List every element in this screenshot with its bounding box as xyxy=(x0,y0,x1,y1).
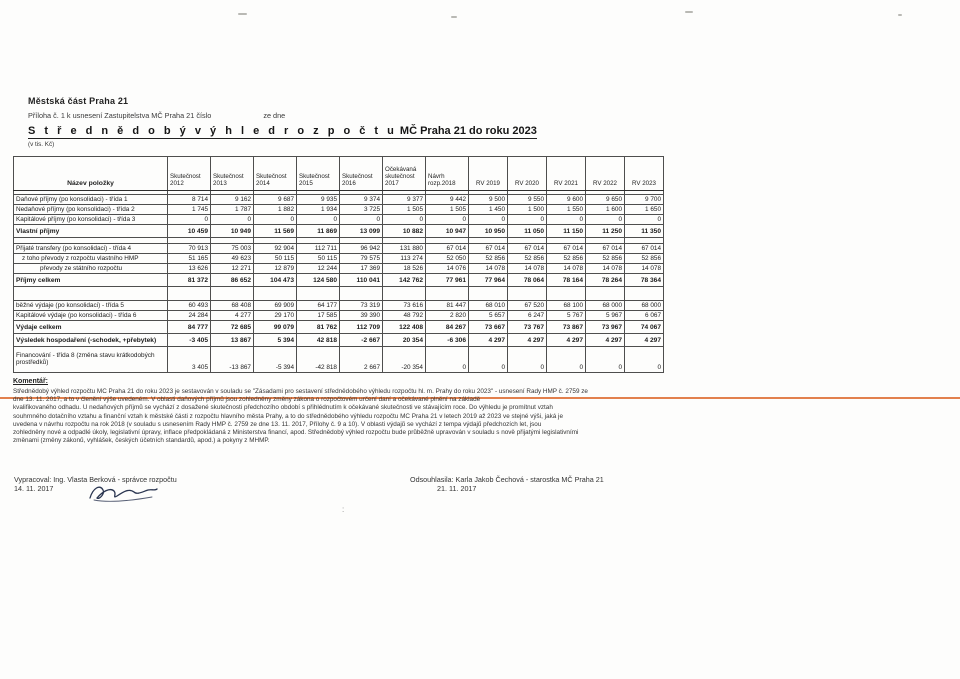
value-cell: 0 xyxy=(469,215,508,225)
value-cell: 9 374 xyxy=(340,195,383,205)
row-label: z toho převody z rozpočtu vlastního HMP xyxy=(14,254,168,264)
value-cell: 42 818 xyxy=(297,334,340,347)
table-row xyxy=(14,311,664,321)
value-cell: -42 818 xyxy=(297,347,340,373)
value-cell: 70 913 xyxy=(168,244,211,254)
scan-artifact xyxy=(451,16,457,18)
column-header: RV 2023 xyxy=(625,157,664,191)
comment-line: kvalifikovaného odhadu. U nedaňových příjmů se vychází z dosažené skutečnosti předchozího období s přihlédnutím k očekávané skutečnosti ve stávajícím roce. Do výhledu je promítnut vztah xyxy=(13,404,553,412)
value-cell: 73 767 xyxy=(508,321,547,334)
value-cell: 14 078 xyxy=(625,264,664,274)
approved-by-label: Odsouhlasila: Karla Jakob Čechová - starostka MČ Praha 21 xyxy=(410,475,604,484)
value-cell: 5 767 xyxy=(547,311,586,321)
value-cell: 1 505 xyxy=(383,205,426,215)
value-cell: 5 657 xyxy=(469,311,508,321)
value-cell: 67 014 xyxy=(625,244,664,254)
value-cell: 6 067 xyxy=(625,311,664,321)
scan-artifact xyxy=(238,13,247,15)
value-cell: 9 550 xyxy=(508,195,547,205)
value-cell: 0 xyxy=(254,215,297,225)
value-cell: 9 650 xyxy=(586,195,625,205)
value-cell: 3 725 xyxy=(340,205,383,215)
row-label: Přijaté transfery (po konsolidaci) - třída 4 xyxy=(14,244,168,254)
row-label: Výdaje celkem xyxy=(14,321,168,334)
approved-date: 21. 11. 2017 xyxy=(437,484,477,493)
comment-line: souhrnného dotačního vztahu a finanční vztah k městské části z rozpočtu hlavního města Prahy, a to do střednědobého výhledu rozpočtu MČ Praha 21 v letech 2019 až 2023 ve stejné výši, jaká je xyxy=(13,412,563,420)
value-cell: 124 580 xyxy=(297,274,340,287)
value-cell: 10 949 xyxy=(211,225,254,238)
value-cell: 12 271 xyxy=(211,264,254,274)
value-cell: 50 115 xyxy=(254,254,297,264)
prepared-by-label: Vypracoval: Ing. Vlasta Berková - správce rozpočtu xyxy=(14,475,177,484)
value-cell: 10 882 xyxy=(383,225,426,238)
column-header: RV 2021 xyxy=(547,157,586,191)
title-spaced-part: S t ř e d n ě d o b ý v ý h l e d r o z p o č t u xyxy=(28,125,397,137)
value-cell: 64 177 xyxy=(297,301,340,311)
prepared-date: 14. 11. 2017 xyxy=(14,484,54,493)
value-cell: 3 405 xyxy=(168,347,211,373)
stray-mark: : xyxy=(342,505,345,514)
value-cell: 0 xyxy=(586,347,625,373)
value-cell: 0 xyxy=(297,215,340,225)
value-cell: 75 003 xyxy=(211,244,254,254)
value-cell: -13 867 xyxy=(211,347,254,373)
value-cell: 2 667 xyxy=(340,347,383,373)
value-cell: 10 947 xyxy=(426,225,469,238)
value-cell: 81 762 xyxy=(297,321,340,334)
value-cell: 112 709 xyxy=(340,321,383,334)
value-cell: 73 319 xyxy=(340,301,383,311)
attachment-line xyxy=(28,111,285,120)
table-row xyxy=(14,225,664,238)
value-cell: 86 652 xyxy=(211,274,254,287)
value-cell: 122 408 xyxy=(383,321,426,334)
value-cell: 20 354 xyxy=(383,334,426,347)
value-cell: 4 297 xyxy=(625,334,664,347)
value-cell: 11 869 xyxy=(297,225,340,238)
value-cell: 9 600 xyxy=(547,195,586,205)
column-header: RV 2022 xyxy=(586,157,625,191)
value-cell: 67 014 xyxy=(547,244,586,254)
attachment-prefix: Příloha č. 1 k usnesení Zastupitelstva MČ Praha 21 číslo xyxy=(28,111,212,120)
table-row xyxy=(14,244,664,254)
row-label: Daňové příjmy (po konsolidaci) - třída 1 xyxy=(14,195,168,205)
value-cell: 73 667 xyxy=(469,321,508,334)
value-cell: 1 600 xyxy=(586,205,625,215)
column-header: RV 2019 xyxy=(469,157,508,191)
value-cell: 73 616 xyxy=(383,301,426,311)
value-cell: 52 856 xyxy=(469,254,508,264)
column-header: Skutečnost 2015 xyxy=(297,157,340,191)
table-row xyxy=(14,334,664,347)
column-header: Skutečnost 2014 xyxy=(254,157,297,191)
value-cell: 74 067 xyxy=(625,321,664,334)
column-header: Skutečnost 2016 xyxy=(340,157,383,191)
value-cell: 5 967 xyxy=(586,311,625,321)
value-cell: -6 306 xyxy=(426,334,469,347)
value-cell: 48 792 xyxy=(383,311,426,321)
value-cell: 12 244 xyxy=(297,264,340,274)
table-row xyxy=(14,195,664,205)
row-label: Kapitálové příjmy (po konsolidaci) - třída 3 xyxy=(14,215,168,225)
value-cell: 0 xyxy=(586,215,625,225)
value-cell: 77 964 xyxy=(469,274,508,287)
value-cell: 13 099 xyxy=(340,225,383,238)
value-cell: 0 xyxy=(625,347,664,373)
table-header-row xyxy=(14,157,664,191)
column-header: Skutečnost 2013 xyxy=(211,157,254,191)
value-cell: 0 xyxy=(547,215,586,225)
column-header: Skutečnost 2012 xyxy=(168,157,211,191)
value-cell: 131 880 xyxy=(383,244,426,254)
row-label: Financování - třída 8 (změna stavu krátkodobých prostředků) xyxy=(14,347,168,373)
value-cell: 1 500 xyxy=(508,205,547,215)
value-cell: 0 xyxy=(426,215,469,225)
value-cell: 1 450 xyxy=(469,205,508,215)
value-cell: 14 078 xyxy=(508,264,547,274)
value-cell: 49 623 xyxy=(211,254,254,264)
value-cell: 0 xyxy=(383,215,426,225)
value-cell: 13 626 xyxy=(168,264,211,274)
column-header: Očekávaná skutečnost 2017 xyxy=(383,157,426,191)
value-cell: 81 447 xyxy=(426,301,469,311)
value-cell: 69 909 xyxy=(254,301,297,311)
value-cell: 60 493 xyxy=(168,301,211,311)
value-cell: 9 162 xyxy=(211,195,254,205)
row-label: Kapitálové výdaje (po konsolidaci) - třída 6 xyxy=(14,311,168,321)
value-cell: 99 079 xyxy=(254,321,297,334)
row-label: běžné výdaje (po konsolidaci) - třída 5 xyxy=(14,301,168,311)
value-cell: 9 935 xyxy=(297,195,340,205)
value-cell: 73 967 xyxy=(586,321,625,334)
row-label: Příjmy celkem xyxy=(14,274,168,287)
value-cell: 79 575 xyxy=(340,254,383,264)
value-cell: 14 078 xyxy=(469,264,508,274)
value-cell: 9 377 xyxy=(383,195,426,205)
value-cell: 51 165 xyxy=(168,254,211,264)
document-title xyxy=(28,125,537,139)
value-cell: 67 014 xyxy=(508,244,547,254)
column-header-nazev-polozky: Název položky xyxy=(14,157,168,191)
value-cell: 84 777 xyxy=(168,321,211,334)
comment-line: Střednědobý výhled rozpočtu MČ Praha 21 do roku 2023 je sestavován v souladu se "Zásadami pro sestavení střednědobého výhledu rozpočtu hl. m. Prahy do roku 2023" - usnesení Rady HMP č. 2759 ze xyxy=(13,388,588,395)
value-cell: 9 442 xyxy=(426,195,469,205)
signature-icon xyxy=(84,480,162,506)
value-cell: 8 714 xyxy=(168,195,211,205)
value-cell: 0 xyxy=(211,215,254,225)
value-cell: 14 078 xyxy=(586,264,625,274)
value-cell: 0 xyxy=(508,347,547,373)
value-cell: 96 942 xyxy=(340,244,383,254)
value-cell: 67 014 xyxy=(426,244,469,254)
value-cell: 68 000 xyxy=(625,301,664,311)
value-cell: 4 297 xyxy=(469,334,508,347)
value-cell: 78 364 xyxy=(625,274,664,287)
value-cell: -2 667 xyxy=(340,334,383,347)
value-cell: 67 014 xyxy=(586,244,625,254)
value-cell: 5 394 xyxy=(254,334,297,347)
comment-line: zohledněny nové a odpadlé úkoly, legislativní úpravy, inflace předpokládaná z Ministerstva financí, apod. Střednědobý výhled rozpočtu bude průběžně upravován v souladu s nově přijatými legislativními xyxy=(13,429,579,437)
comment-paragraph xyxy=(13,388,953,445)
value-cell: 68 010 xyxy=(469,301,508,311)
comment-line: dne 13. 11. 2017, a to v členění výše uvedeném. V oblasti daňových příjmů jsou zohledněny změny zákona o rozpočtovém určení daní a očekávané plnění na základě xyxy=(13,396,481,404)
scan-artifact xyxy=(898,14,902,16)
value-cell: 1 787 xyxy=(211,205,254,215)
value-cell: 4 297 xyxy=(508,334,547,347)
row-label: Výsledek hospodaření (-schodek, +přebytek) xyxy=(14,334,168,347)
table-row xyxy=(14,215,664,225)
value-cell: 142 762 xyxy=(383,274,426,287)
value-cell: 10 950 xyxy=(469,225,508,238)
value-cell: 0 xyxy=(168,215,211,225)
table-row xyxy=(14,347,664,373)
table-row xyxy=(14,264,664,274)
value-cell: 112 711 xyxy=(297,244,340,254)
value-cell: 72 685 xyxy=(211,321,254,334)
value-cell: 10 459 xyxy=(168,225,211,238)
table-row xyxy=(14,321,664,334)
value-cell: 11 350 xyxy=(625,225,664,238)
value-cell: 110 041 xyxy=(340,274,383,287)
value-cell: 6 247 xyxy=(508,311,547,321)
title-normal-part: MČ Praha 21 do roku 2023 xyxy=(396,125,537,137)
table-row xyxy=(14,274,664,287)
value-cell: 29 170 xyxy=(254,311,297,321)
value-cell: 11 569 xyxy=(254,225,297,238)
column-header: Návrh rozp.2018 xyxy=(426,157,469,191)
value-cell: 68 408 xyxy=(211,301,254,311)
value-cell: 14 078 xyxy=(547,264,586,274)
organization-name: Městská část Praha 21 xyxy=(28,96,129,106)
comment-line: uvedena v návrhu rozpočtu na rok 2018 (v souladu s usnesením Rady HMP č. 2759 ze dne 13. 11. 2017, Přílohy č. 9 a 10). V oblasti výdajů se vychází z tempa výdajů předchozích let, jsou xyxy=(13,420,542,428)
comment-line: změnami (změny zákonů, vyhlášek, českých účetních standardů, apod.) a pokyny z MHMP. xyxy=(13,437,270,445)
budget-table xyxy=(13,156,664,373)
value-cell: 68 100 xyxy=(547,301,586,311)
value-cell: -5 394 xyxy=(254,347,297,373)
value-cell: 17 585 xyxy=(297,311,340,321)
value-cell: 52 050 xyxy=(426,254,469,264)
value-cell: 11 150 xyxy=(547,225,586,238)
comment-heading: Komentář: xyxy=(13,378,49,385)
value-cell: 0 xyxy=(469,347,508,373)
value-cell: 0 xyxy=(426,347,469,373)
value-cell: 18 526 xyxy=(383,264,426,274)
value-cell: 4 277 xyxy=(211,311,254,321)
value-cell: 68 000 xyxy=(586,301,625,311)
row-label: Nedaňové příjmy (po konsolidaci) - třída 2 xyxy=(14,205,168,215)
value-cell: 78 064 xyxy=(508,274,547,287)
value-cell: 104 473 xyxy=(254,274,297,287)
value-cell: 13 867 xyxy=(211,334,254,347)
value-cell: 67 014 xyxy=(469,244,508,254)
value-cell: 4 297 xyxy=(586,334,625,347)
value-cell: 2 820 xyxy=(426,311,469,321)
table-row xyxy=(14,254,664,264)
value-cell: 1 505 xyxy=(426,205,469,215)
units-note: (v tis. Kč) xyxy=(28,141,55,148)
value-cell: 113 274 xyxy=(383,254,426,264)
value-cell: 52 856 xyxy=(586,254,625,264)
value-cell: 81 372 xyxy=(168,274,211,287)
value-cell: 12 879 xyxy=(254,264,297,274)
value-cell: 73 867 xyxy=(547,321,586,334)
value-cell: 11 050 xyxy=(508,225,547,238)
value-cell: 0 xyxy=(625,215,664,225)
value-cell: 78 264 xyxy=(586,274,625,287)
table-row xyxy=(14,301,664,311)
value-cell: 9 500 xyxy=(469,195,508,205)
budget-outlook-table xyxy=(13,156,664,373)
table-row xyxy=(14,205,664,215)
value-cell: 14 076 xyxy=(426,264,469,274)
attachment-suffix: ze dne xyxy=(263,111,286,120)
value-cell: -3 405 xyxy=(168,334,211,347)
value-cell: 1 934 xyxy=(297,205,340,215)
value-cell: 84 267 xyxy=(426,321,469,334)
value-cell: 77 961 xyxy=(426,274,469,287)
value-cell: 92 904 xyxy=(254,244,297,254)
value-cell: 24 284 xyxy=(168,311,211,321)
value-cell: 11 250 xyxy=(586,225,625,238)
value-cell: 67 520 xyxy=(508,301,547,311)
value-cell: 1 745 xyxy=(168,205,211,215)
value-cell: 1 550 xyxy=(547,205,586,215)
value-cell: 0 xyxy=(547,347,586,373)
value-cell: 52 856 xyxy=(508,254,547,264)
value-cell: 0 xyxy=(508,215,547,225)
row-label: Vlastní příjmy xyxy=(14,225,168,238)
value-cell: -20 354 xyxy=(383,347,426,373)
value-cell: 17 369 xyxy=(340,264,383,274)
value-cell: 1 650 xyxy=(625,205,664,215)
spacer-row xyxy=(14,287,664,301)
value-cell: 4 297 xyxy=(547,334,586,347)
value-cell: 50 115 xyxy=(297,254,340,264)
value-cell: 39 390 xyxy=(340,311,383,321)
approved-by-block xyxy=(410,475,604,493)
value-cell: 52 856 xyxy=(547,254,586,264)
value-cell: 1 882 xyxy=(254,205,297,215)
value-cell: 9 700 xyxy=(625,195,664,205)
row-label: převody ze státního rozpočtu xyxy=(14,264,168,274)
value-cell: 78 164 xyxy=(547,274,586,287)
scan-artifact xyxy=(685,11,693,13)
value-cell: 0 xyxy=(340,215,383,225)
column-header: RV 2020 xyxy=(508,157,547,191)
value-cell: 52 856 xyxy=(625,254,664,264)
value-cell: 9 687 xyxy=(254,195,297,205)
